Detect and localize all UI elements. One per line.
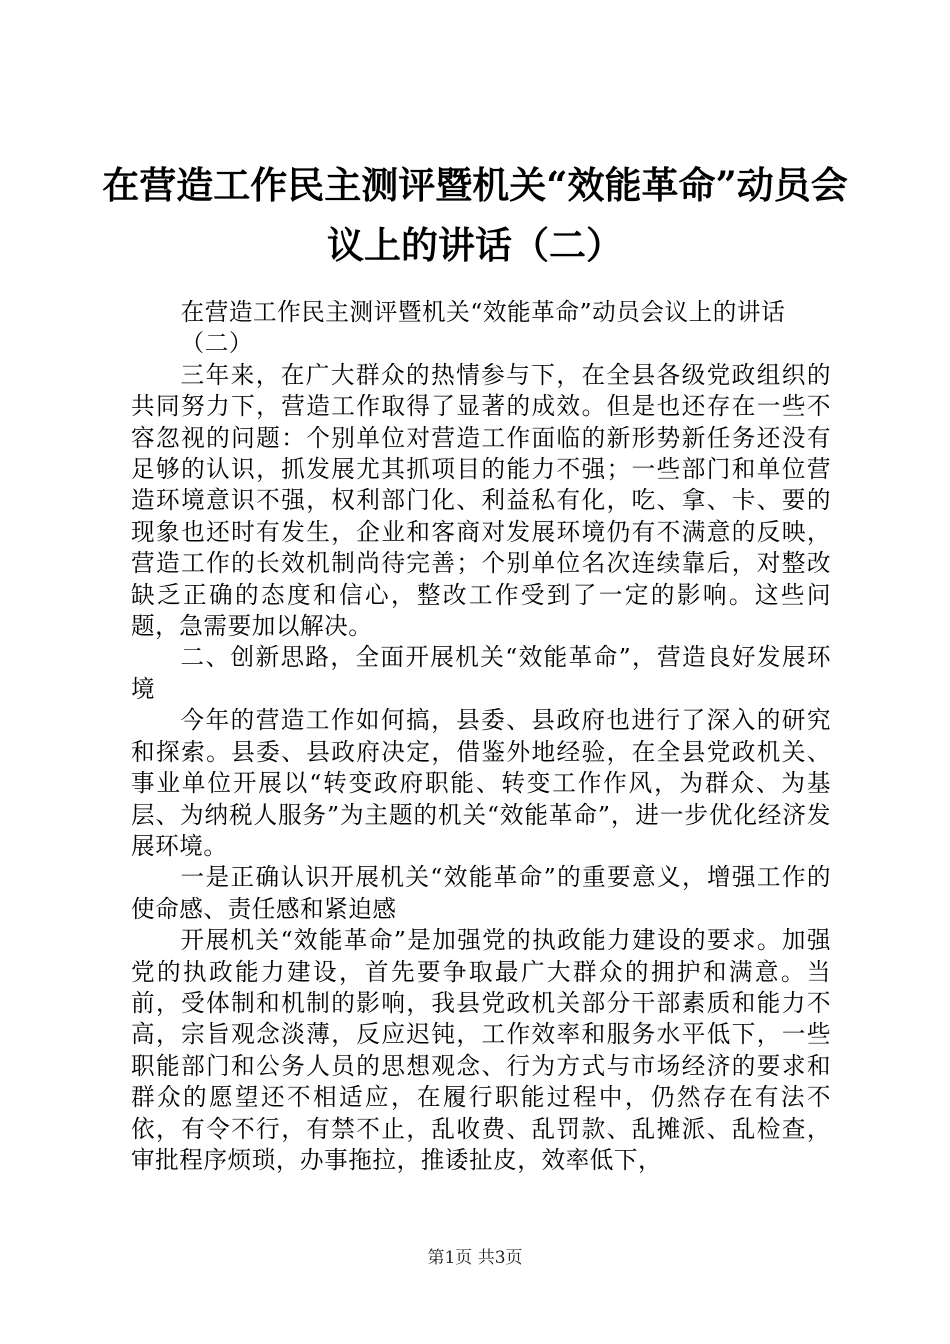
- body-paragraph: 今年的营造工作如何搞，县委、县政府也进行了深入的研究和探索。县委、县政府决定，借鉴外地经验，在全县党政机关、事业单位开展以“转变政府职能、转变工作作风，为群众、为基层、为纳税人服务”为主题的机关“效能革命”，进一步优化经济发展环境。: [131, 706, 831, 860]
- section-heading: 二、创新思路，全面开展机关“效能革命”，营造良好发展环境: [131, 643, 831, 703]
- document-title: 在营造工作民主测评暨机关“效能革命”动员会议上的讲话（二）: [102, 163, 848, 267]
- subsection-heading: 一是正确认识开展机关“效能革命”的重要意义，增强工作的使命感、责任感和紧迫感: [131, 863, 831, 923]
- body-paragraph: 开展机关“效能革命”是加强党的执政能力建设的要求。加强党的执政能力建设，首先要争取最广大群众的拥护和满意。当前，受体制和机制的影响，我县党政机关部分干部素质和能力不高，宗旨观念淡薄，反应迟钝，工作效率和服务水平低下，一些职能部门和公务人员的思想观念、行为方式与市场经济的要求和群众的愿望还不相适应，在履行职能过程中，仍然存在有法不依，有令不行，有禁不止，乱收费、乱罚款、乱摊派、乱检查，审批程序烦琐，办事拖拉，推诿扯皮，效率低下，: [131, 926, 831, 1174]
- document-body: [131, 297, 831, 1176]
- page-footer: 第1页 共3页: [427, 1248, 523, 1268]
- body-paragraph: （二）: [180, 329, 253, 358]
- body-paragraph: 三年来，在广大群众的热情参与下，在全县各级党政组织的共同努力下，营造工作取得了显著的成效。但是也还存在一些不容忽视的问题：个别单位对营造工作面临的新形势新任务还没有足够的认识，抓发展尤其抓项目的能力不强；一些部门和单位营造环境意识不强，权利部门化、利益私有化，吃、拿、卡、要的现象也还时有发生，企业和客商对发展环境仍有不满意的反映，营造工作的长效机制尚待完善；个别单位名次连续靠后，对整改缺乏正确的态度和信心，整改工作受到了一定的影响。这些问题，急需要加以解决。: [131, 360, 831, 641]
- body-paragraph: 在营造工作民主测评暨机关“效能革命”动员会议上的讲话: [180, 298, 786, 326]
